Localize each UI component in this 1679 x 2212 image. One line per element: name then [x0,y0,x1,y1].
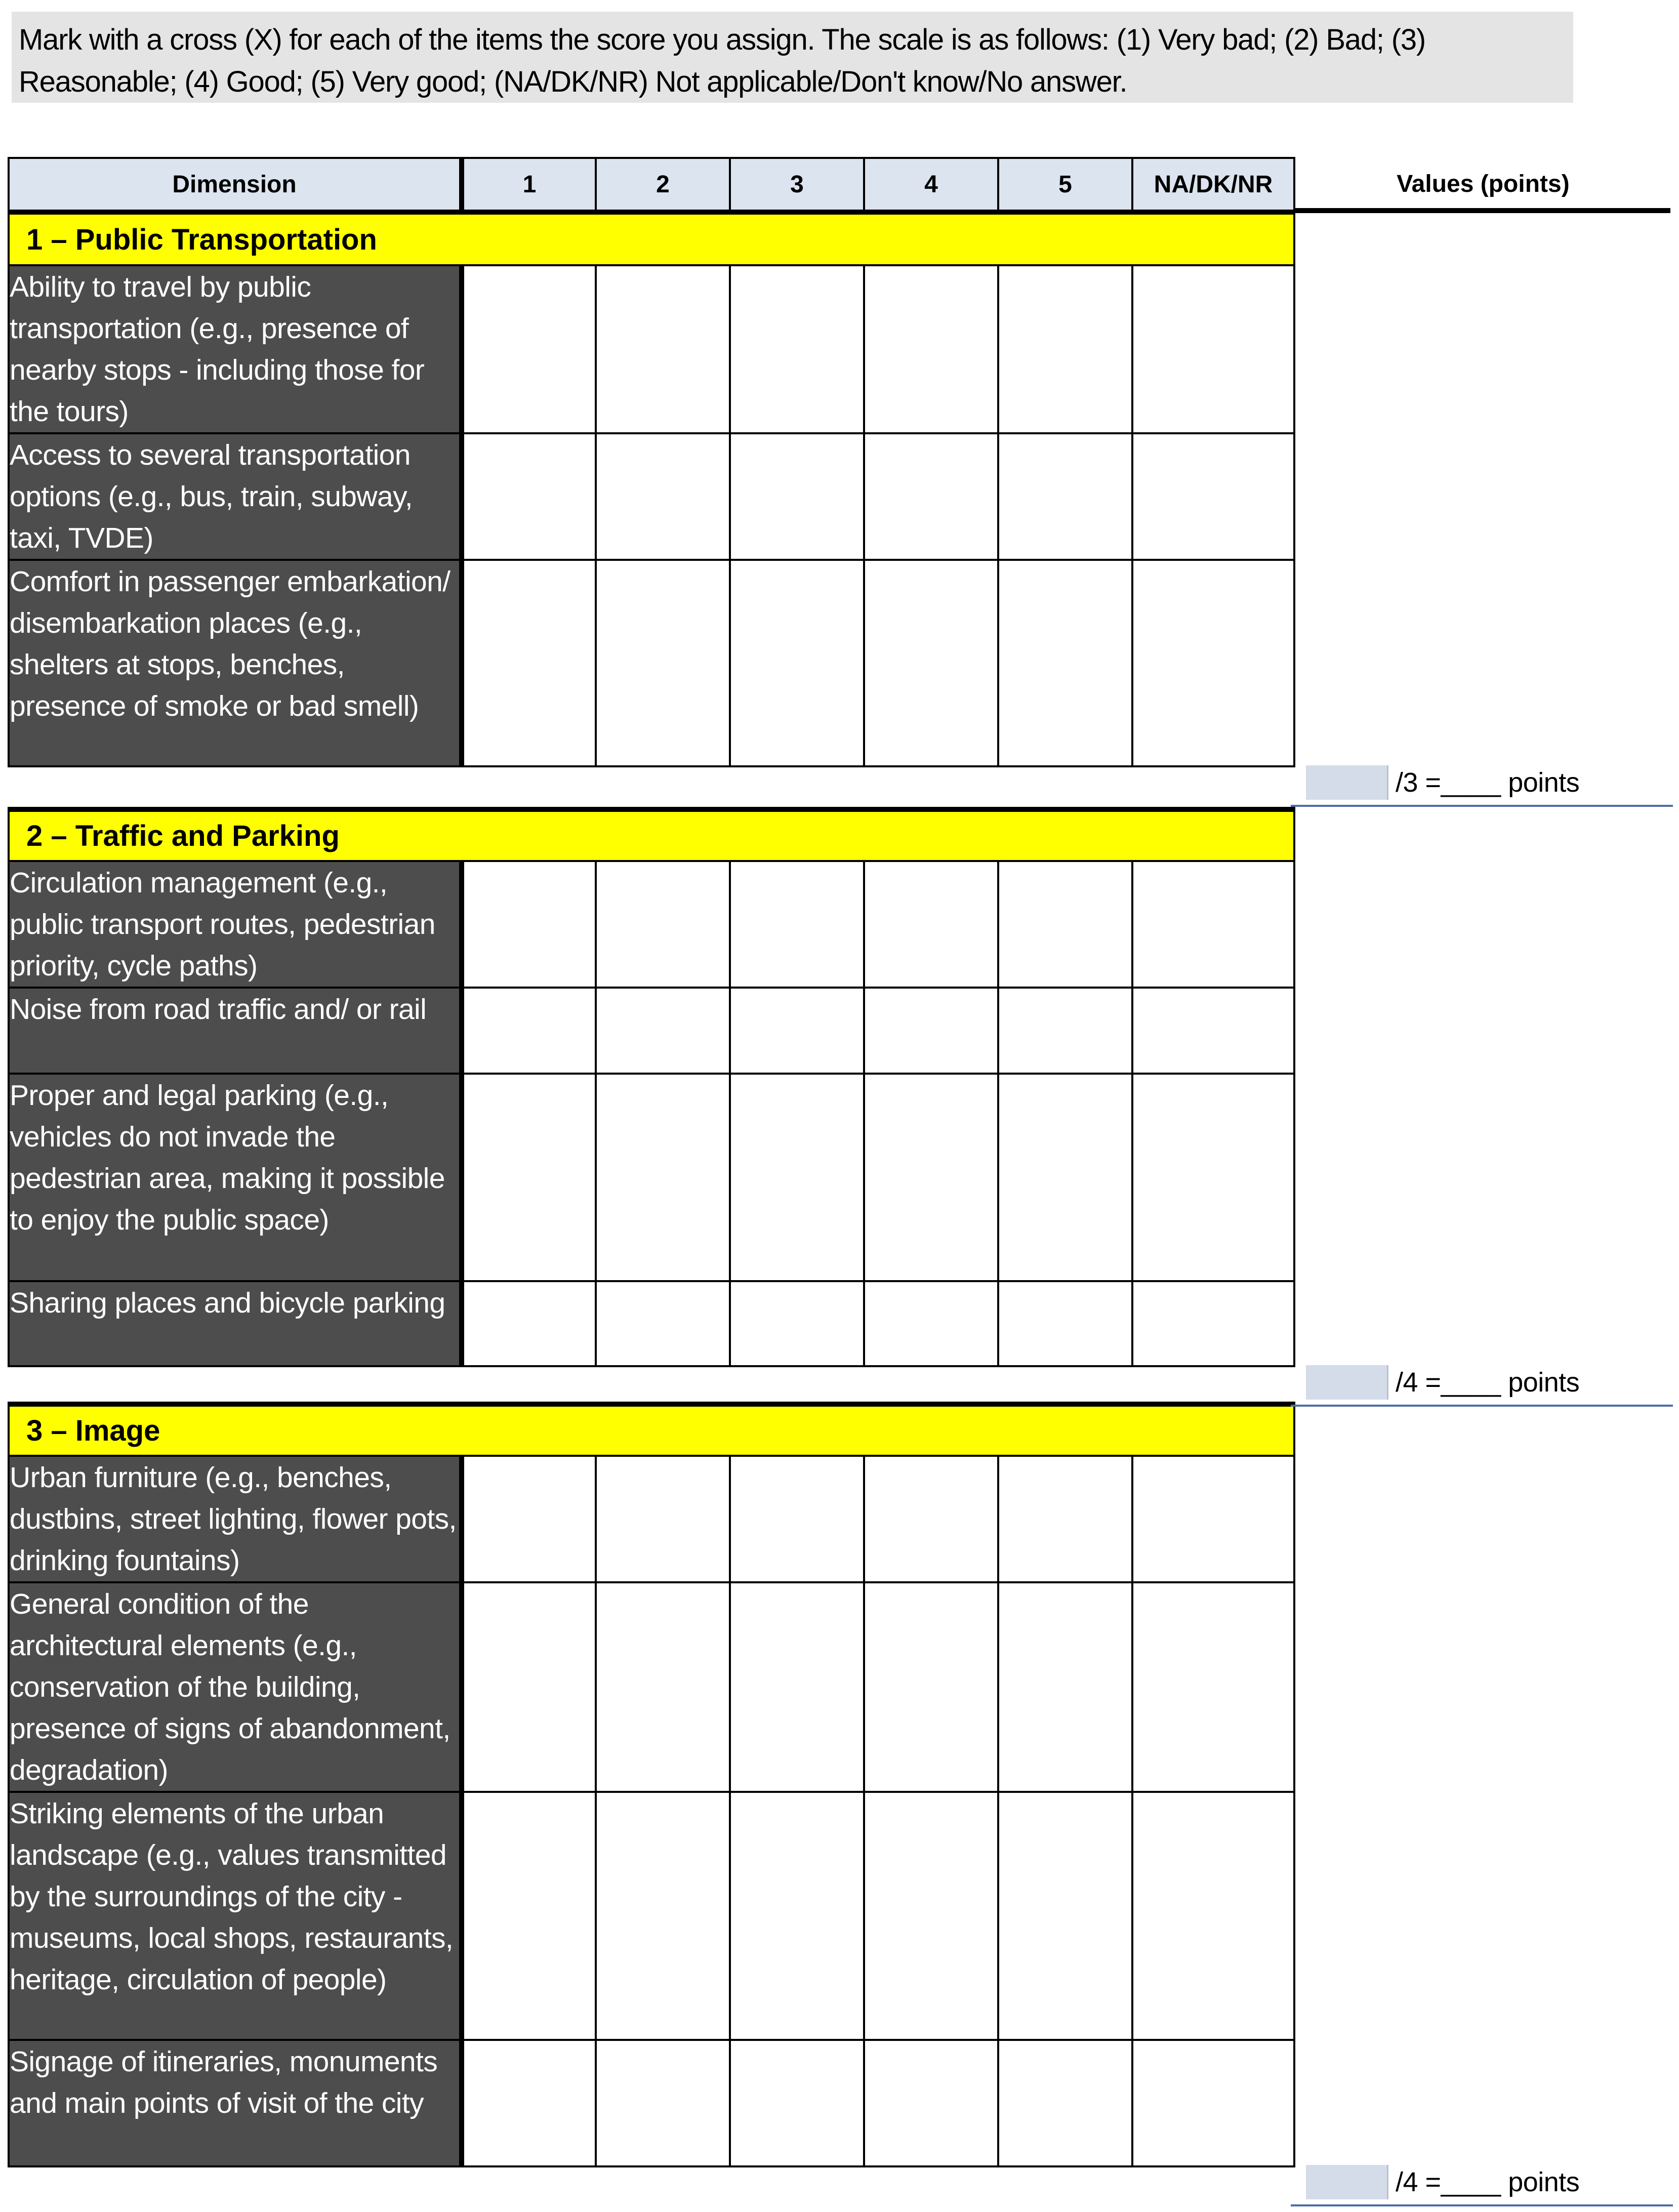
section-traffic-parking [9,809,1294,1404]
header-score-3: 3 [730,158,864,212]
rating-cell-4[interactable] [864,433,998,560]
rating-cell-3[interactable] [730,2040,864,2166]
header-row [9,158,1294,212]
rating-cell-5[interactable] [998,1281,1132,1366]
item-label: Proper and legal parking (e.g., vehicles do not invade the pedestrian area, making it possible to enjoy the public space) [9,1074,462,1281]
rating-cell-na[interactable] [1132,1281,1294,1366]
rating-cell-4[interactable] [864,2040,998,2166]
rating-cell-2[interactable] [596,1281,730,1366]
item-label: General condition of the architectural elements (e.g., conservation of the building, presence of signs of abandonment, degradation) [9,1582,462,1792]
item-label: Comfort in passenger embarkation/ disembarkation places (e.g., shelters at stops, benches, presence of smoke or bad smell) [9,560,462,766]
table-row [9,988,1294,1074]
rating-cell-na[interactable] [1132,560,1294,766]
rating-cell-3[interactable] [730,1792,864,2040]
header-dimension: Dimension [9,158,462,212]
score-text-section-3: /4 =____ points [1396,2167,1580,2197]
table-row [9,265,1294,433]
rating-cell-3[interactable] [730,1281,864,1366]
rating-cell-4[interactable] [864,265,998,433]
rating-cell-2[interactable] [596,560,730,766]
rating-cell-2[interactable] [596,265,730,433]
rating-cell-4[interactable] [864,1792,998,2040]
rating-cell-1[interactable] [462,265,596,433]
rating-cell-na[interactable] [1132,265,1294,433]
rating-cell-1[interactable] [462,1074,596,1281]
rating-cell-1[interactable] [462,433,596,560]
item-label: Noise from road traffic and/ or rail [9,988,462,1074]
table-row [9,560,1294,766]
rating-cell-5[interactable] [998,2040,1132,2166]
rating-cell-3[interactable] [730,265,864,433]
table-row [9,1074,1294,1281]
rating-cell-4[interactable] [864,1456,998,1582]
rating-cell-5[interactable] [998,988,1132,1074]
score-input-section-2[interactable] [1306,1365,1388,1400]
item-label: Circulation management (e.g., public transport routes, pedestrian priority, cycle paths) [9,861,462,988]
rating-cell-1[interactable] [462,1792,596,2040]
score-input-section-3[interactable] [1306,2165,1388,2199]
rating-cell-2[interactable] [596,1074,730,1281]
item-label: Urban furniture (e.g., benches, dustbins, street lighting, flower pots, drinking fountains) [9,1456,462,1582]
item-label: Access to several transportation options (e.g., bus, train, subway, taxi, TVDE) [9,433,462,560]
rating-cell-4[interactable] [864,1281,998,1366]
header-score-1: 1 [462,158,596,212]
score-row-section-2 [1306,1364,1579,1400]
item-label: Signage of itineraries, monuments and main points of visit of the city [9,2040,462,2166]
rating-cell-1[interactable] [462,988,596,1074]
rating-cell-3[interactable] [730,1456,864,1582]
rating-cell-5[interactable] [998,861,1132,988]
score-text-section-2: /4 =____ points [1396,1367,1580,1398]
table-row [9,1582,1294,1792]
score-rule-section-2 [1291,1405,1673,1407]
item-label: Sharing places and bicycle parking [9,1281,462,1366]
rating-cell-1[interactable] [462,1582,596,1792]
rating-cell-5[interactable] [998,433,1132,560]
rating-cell-1[interactable] [462,861,596,988]
instructions-text: Mark with a cross (X) for each of the items the score you assign. The scale is as follows: (1) Very bad; (2) Bad; (3) Reasonable; (4) Good; (5) Very good; (NA/DK/NR) Not applicable/Don't know/No answer. [19,23,1426,98]
rating-cell-2[interactable] [596,1582,730,1792]
item-label: Ability to travel by public transportation (e.g., presence of nearby stops - including those for the tours) [9,265,462,433]
rating-cell-3[interactable] [730,560,864,766]
rating-cell-2[interactable] [596,861,730,988]
score-row-section-1 [1306,764,1579,800]
table-row [9,2040,1294,2166]
rating-cell-3[interactable] [730,1582,864,1792]
header-score-4: 4 [864,158,998,212]
rating-cell-na[interactable] [1132,2040,1294,2166]
score-rule-section-1 [1291,805,1673,807]
values-header-rule [1293,208,1670,213]
rating-cell-5[interactable] [998,1792,1132,2040]
rating-cell-5[interactable] [998,1582,1132,1792]
header-score-2: 2 [596,158,730,212]
rating-cell-5[interactable] [998,265,1132,433]
table-row [9,861,1294,988]
rating-cell-2[interactable] [596,433,730,560]
rating-cell-5[interactable] [998,1074,1132,1281]
rating-cell-1[interactable] [462,1281,596,1366]
table-row [9,1456,1294,1582]
rating-cell-2[interactable] [596,2040,730,2166]
rating-cell-na[interactable] [1132,1074,1294,1281]
section-image [9,1404,1294,2166]
rating-cell-4[interactable] [864,560,998,766]
rating-cell-na[interactable] [1132,861,1294,988]
header-values: Values (points) [1397,171,1570,197]
rating-cell-4[interactable] [864,1074,998,1281]
rating-cell-1[interactable] [462,2040,596,2166]
section-public-transportation [9,212,1294,809]
rating-cell-5[interactable] [998,560,1132,766]
rating-cell-3[interactable] [730,433,864,560]
score-input-section-1[interactable] [1306,765,1388,800]
instructions-box [12,12,1573,103]
header-na: NA/DK/NR [1132,158,1294,212]
rating-cell-1[interactable] [462,1456,596,1582]
rating-cell-na[interactable] [1132,1582,1294,1792]
rating-cell-3[interactable] [730,1074,864,1281]
rating-cell-3[interactable] [730,988,864,1074]
table-row [9,1792,1294,2040]
item-label: Striking elements of the urban landscape (e.g., values transmitted by the surroundings of the city - museums, local shops, restaurants, heritage, circulation of people) [9,1792,462,2040]
section-title: 2 – Traffic and Parking [9,809,1294,861]
rating-cell-4[interactable] [864,1582,998,1792]
rating-cell-na[interactable] [1132,1456,1294,1582]
rating-cell-2[interactable] [596,1792,730,2040]
score-rule-section-3 [1291,2204,1673,2206]
rating-cell-1[interactable] [462,560,596,766]
table-row [9,433,1294,560]
rating-cell-5[interactable] [998,1456,1132,1582]
rating-table [8,157,1295,2167]
rating-cell-na[interactable] [1132,988,1294,1074]
score-row-section-3 [1306,2164,1579,2199]
rating-cell-4[interactable] [864,988,998,1074]
header-score-5: 5 [998,158,1132,212]
table-row [9,1281,1294,1366]
rating-cell-2[interactable] [596,1456,730,1582]
rating-cell-na[interactable] [1132,433,1294,560]
rating-cell-3[interactable] [730,861,864,988]
rating-cell-na[interactable] [1132,1792,1294,2040]
rating-cell-4[interactable] [864,861,998,988]
section-title: 3 – Image [9,1404,1294,1456]
section-title: 1 – Public Transportation [9,212,1294,265]
rating-cell-2[interactable] [596,988,730,1074]
score-text-section-1: /3 =____ points [1396,767,1580,798]
